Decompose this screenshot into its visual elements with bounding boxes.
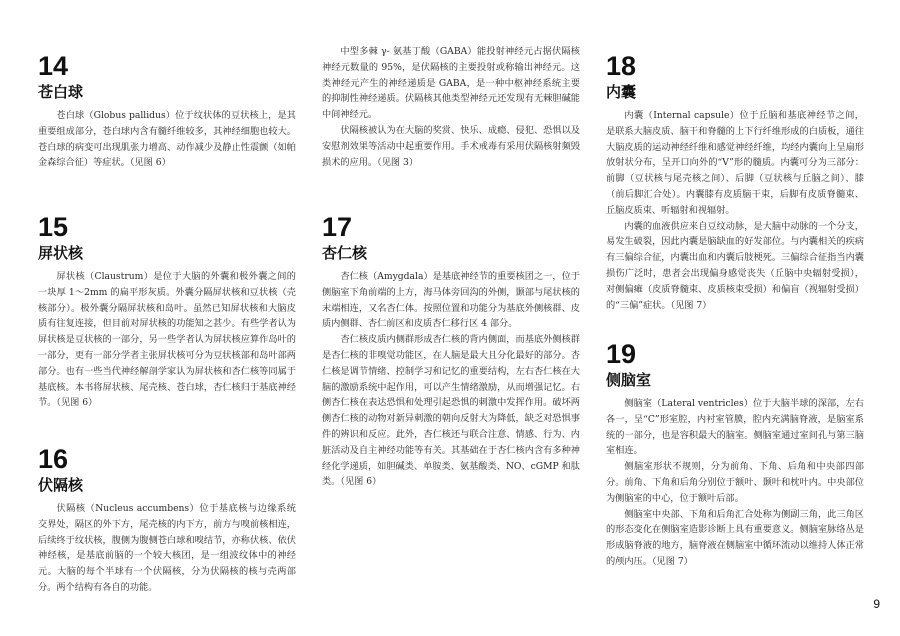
section-paragraph: 杏仁核皮质内侧群形成杏仁核的背内侧面，而基底外侧核群是杏仁核的非嗅觉功能区，在人脑是最大且分化最好的部分。杏仁核是调节情绪、控制学习和记忆的重要结构，左右杏仁核在大脑的激励系统中起作用，可以产生情绪激励，从而增强记忆。右侧杏仁核在表达恐惧和处理引起恐惧的刺激中发挥作用。破坏两侧杏仁核的动物对新异刺激的朝向反射大为降低，缺乏对恐惧事件的辨识和反应。此外，杏仁核还与联合注意、情感、行为、内脏活动及自主神经功能等有关。其基础在于杏仁核内含有多种神经化学递质，如胆碱类、单胺类、氨基酸类、NO、cGMP 和肽类。（见图 6） bbox=[322, 334, 580, 488]
section-17 bbox=[322, 213, 580, 490]
section-title: 杏仁核 bbox=[322, 245, 368, 262]
page-number: 9 bbox=[873, 597, 880, 611]
section-title: 苍白球 bbox=[38, 84, 84, 101]
section-paragraph: 内囊（Internal capsule）位于丘脑和基底神经节之间，是联系大脑皮质、脑干和脊髓的上下行纤维形成的白质板，通往大脑皮质的运动神经纤维和感觉神经纤维，均经内囊向上呈扇形放射状分布，呈开口向外的“V”形的髓质。内囊可分为三部分：前脚（豆状核与尾壳核之间）、后脚（豆状核与丘脑之间）、膝（前后脚汇合处）。内囊膝有皮质脑干束，后脚有皮质脊髓束、丘脑皮质束、听辐射和视辐射。 bbox=[606, 110, 864, 216]
section-paragraph: 伏隔核被认为在大脑的奖赏、快乐、成瘾、侵犯、恐惧以及安慰剂效果等活动中起重要作用。手术戒毒有采用伏隔核射频毁损术的应用。（见图 3） bbox=[322, 124, 580, 168]
section-paragraph: 侧脑室（Lateral ventricles）位于大脑半球的深部，左右各一，呈“C”形室腔，内衬室管膜，腔内充满脑脊液，是脑室系统的一部分，也是容积最大的脑室。侧脑室通过室间孔与第三脑室相连。 bbox=[606, 398, 864, 457]
section-paragraph: 内囊的血液供应来自豆纹动脉，是大脑中动脉的一个分支，易发生破裂，因此内囊是脑缺血的好发部位。与内囊相关的疾病有三偏综合征，内囊出血和内囊后肢梗死。三偏综合征指当内囊损伤广泛时，患者会出现偏身感觉丧失（丘脑中央辐射受损），对侧偏瘫（皮质脊髓束、皮质核束受损）和偏盲（视辐射受损）的“三偏”症状。（见图 7） bbox=[606, 220, 864, 311]
section-title: 内囊 bbox=[606, 84, 637, 101]
section-14 bbox=[38, 52, 296, 171]
section-title: 伏隔核 bbox=[38, 477, 84, 494]
section-paragraph: 杏仁核（Amygdala）是基底神经节的重要核团之一，位于侧脑室下角前端的上方，海马体旁回沟的外侧，颞部与尾状核的末端相连，又名杏仁体。按照位置和功能分为基底外侧核群、皮质内侧群、杏仁前区和皮质杏仁移行区 4 部分。 bbox=[322, 271, 580, 330]
section-number: 14 bbox=[38, 51, 69, 81]
section-title: 屏状核 bbox=[38, 245, 84, 262]
section-paragraph: 中型多棘 γ- 氨基丁酸（GABA）能投射神经元占据伏隔核神经元数量的 95%，是伏隔核的主要投射或称输出神经元。这类神经元产生的神经递质是 GABA，是一种中枢神经系统主要的抑制性神经递质。伏隔核其他类型神经元还发现有无棘胆碱能中间神经元。 bbox=[322, 46, 580, 121]
section-19 bbox=[606, 340, 864, 570]
section-number: 19 bbox=[606, 339, 637, 369]
section-paragraph: 伏隔核（Nucleus accumbens）位于基底核与边缘系统交界处，隔区的外下方，尾壳核的内下方，前方与嗅前核相连，后续终于纹状核，腹侧为腹侧苍白球和嗅结节，亦称伏核、依伏神经核，是基底前脑的一个较大核团，是一组波纹体中的神经元。大脑的每个半球有一个伏隔核，分为伏隔核的核与壳两部分。两个结构有各自的功能。 bbox=[38, 503, 296, 593]
section-number: 16 bbox=[38, 444, 69, 474]
section-15 bbox=[38, 213, 296, 411]
section-paragraph: 侧脑室中央部、下角和后角汇合处称为侧副三角，此三角区的形态变化在侧脑室造影诊断上具有重要意义。侧脑室脉络丛是形成脑脊液的地方，脑脊液在侧脑室中循环流动以维持人体正常的颅内压。（见图 7） bbox=[606, 508, 864, 567]
section-number: 15 bbox=[38, 212, 69, 242]
section-18 bbox=[606, 52, 864, 313]
section-number: 18 bbox=[606, 51, 637, 81]
section-paragraph: 屏状核（Claustrum）是位于大脑的外囊和极外囊之间的一块厚 1～2mm 的扁平形灰质。外囊分隔屏状核和豆状核（壳核部分）。极外囊分隔屏状核和岛叶。虽然已知屏状核和大脑皮质有往复连接，但目前对屏状核的功能知之甚少。有些学者认为屏状核是豆状核的一部分，另一些学者认为屏状核应算作岛叶的一部分，更有一部分学者主张屏状核可分为豆状核部和岛叶部两部分。也有一些当代神经解剖学家认为屏状核和杏仁核等同属于基底核。本书将屏状核、尾壳核、苍白球，杏仁核归于基底神经节。（见图 6） bbox=[38, 271, 296, 409]
section-paragraph: 侧脑室形状不规则，分为前角、下角、后角和中央部四部分。前角、下角和后角分别位于额叶、颞叶和枕叶内。中央部位为侧脑室的中心，位于额叶后部。 bbox=[606, 461, 864, 504]
section-paragraph: 苍白球（Globus pallidus）位于纹状体的豆状核上，是其重要组成部分，苍白球内含有髓纤维较多，其神经细胞也较大。苍白球的病变可出现肌张力增高、动作减少及静止性震颤（如帕金森综合征）等症状。（见图 6） bbox=[38, 110, 296, 169]
section-16 bbox=[38, 445, 296, 596]
section-title: 侧脑室 bbox=[606, 372, 652, 389]
section-number: 17 bbox=[322, 212, 353, 242]
section-16-continued bbox=[322, 44, 580, 170]
